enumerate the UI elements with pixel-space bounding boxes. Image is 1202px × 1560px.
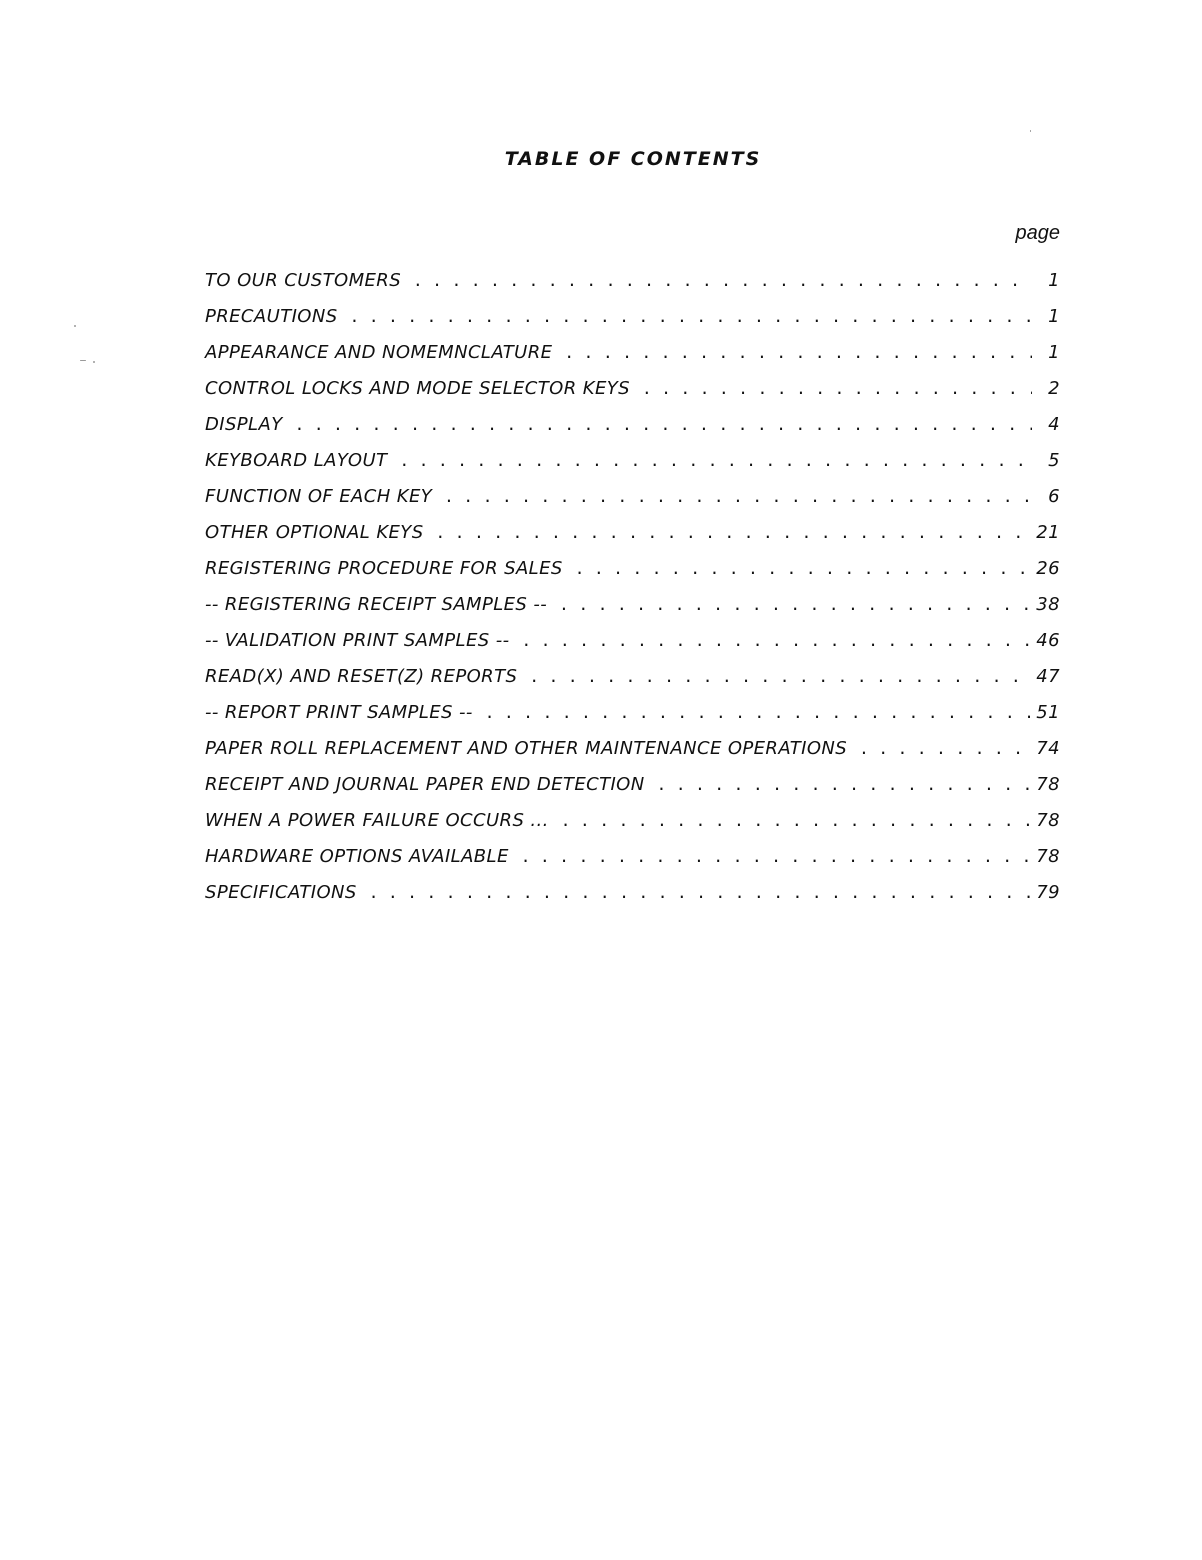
toc-entry-title: REGISTERING PROCEDURE FOR SALES bbox=[205, 558, 563, 579]
toc-entry-page: 38 bbox=[1036, 594, 1060, 615]
page-column-label: page bbox=[1015, 222, 1060, 244]
toc-entry bbox=[205, 594, 1060, 630]
table-of-contents bbox=[205, 270, 1060, 918]
toc-entry-page: 5 bbox=[1048, 450, 1060, 471]
toc-entry bbox=[205, 486, 1060, 522]
toc-dot-leader bbox=[350, 307, 1032, 326]
toc-dot-leader bbox=[522, 631, 1031, 650]
toc-entry bbox=[205, 522, 1060, 558]
toc-entry-title: PAPER ROLL REPLACEMENT AND OTHER MAINTENANCE OPERATIONS bbox=[205, 738, 848, 759]
toc-entry-page: 78 bbox=[1036, 774, 1060, 795]
toc-entry bbox=[205, 810, 1060, 846]
toc-entry bbox=[205, 666, 1060, 702]
toc-entry-page: 74 bbox=[1036, 738, 1060, 759]
toc-entry-page: 1 bbox=[1048, 270, 1060, 291]
scan-speck bbox=[1030, 130, 1031, 132]
toc-entry-page: 79 bbox=[1036, 882, 1060, 903]
toc-entry bbox=[205, 270, 1060, 306]
toc-dot-leader bbox=[561, 811, 1031, 830]
toc-entry-title: KEYBOARD LAYOUT bbox=[205, 450, 388, 471]
toc-dot-leader bbox=[436, 523, 1031, 542]
toc-entry-page: 2 bbox=[1048, 378, 1060, 399]
scan-speck bbox=[74, 325, 76, 327]
toc-dot-leader bbox=[575, 559, 1031, 578]
toc-dot-leader bbox=[413, 271, 1032, 290]
toc-entry-title: READ(X) AND RESET(Z) REPORTS bbox=[205, 666, 518, 687]
toc-entry-page: 46 bbox=[1036, 630, 1060, 651]
page-title: TABLE OF CONTENTS bbox=[504, 148, 762, 170]
toc-entry-title: DISPLAY bbox=[205, 414, 283, 435]
toc-entry-title: SPECIFICATIONS bbox=[205, 882, 357, 903]
toc-entry-title: -- REGISTERING RECEIPT SAMPLES -- bbox=[205, 594, 548, 615]
toc-dot-leader bbox=[657, 775, 1031, 794]
toc-dot-leader bbox=[485, 703, 1031, 722]
toc-entry-page: 26 bbox=[1036, 558, 1060, 579]
toc-entry bbox=[205, 414, 1060, 450]
toc-dot-leader bbox=[564, 343, 1032, 362]
toc-dot-leader bbox=[859, 739, 1030, 758]
toc-entry-page: 4 bbox=[1048, 414, 1060, 435]
toc-entry-page: 1 bbox=[1048, 306, 1060, 327]
toc-entry bbox=[205, 882, 1060, 918]
toc-entry-title: WHEN A POWER FAILURE OCCURS ... bbox=[205, 810, 549, 831]
toc-entry bbox=[205, 630, 1060, 666]
toc-entry bbox=[205, 558, 1060, 594]
toc-dot-leader bbox=[369, 883, 1031, 902]
toc-entry-page: 6 bbox=[1048, 486, 1060, 507]
toc-dot-leader bbox=[642, 379, 1032, 398]
toc-entry bbox=[205, 738, 1060, 774]
toc-entry-title: CONTROL LOCKS AND MODE SELECTOR KEYS bbox=[205, 378, 630, 399]
toc-entry-page: 1 bbox=[1048, 342, 1060, 363]
toc-entry-title: FUNCTION OF EACH KEY bbox=[205, 486, 433, 507]
toc-dot-leader bbox=[521, 847, 1031, 866]
toc-dot-leader bbox=[295, 415, 1032, 434]
toc-dot-leader bbox=[559, 595, 1030, 614]
toc-entry bbox=[205, 306, 1060, 342]
toc-entry-title: RECEIPT AND JOURNAL PAPER END DETECTION bbox=[205, 774, 645, 795]
toc-dot-leader bbox=[399, 451, 1032, 470]
toc-entry bbox=[205, 342, 1060, 378]
toc-entry-page: 78 bbox=[1036, 846, 1060, 867]
scan-speck bbox=[93, 361, 95, 363]
toc-entry bbox=[205, 774, 1060, 810]
toc-entry bbox=[205, 702, 1060, 738]
toc-entry-title: -- VALIDATION PRINT SAMPLES -- bbox=[205, 630, 510, 651]
toc-entry-page: 78 bbox=[1036, 810, 1060, 831]
toc-entry bbox=[205, 378, 1060, 414]
toc-entry-page: 51 bbox=[1036, 702, 1060, 723]
toc-entry-page: 47 bbox=[1036, 666, 1060, 687]
toc-entry-title: PRECAUTIONS bbox=[205, 306, 338, 327]
toc-entry-title: APPEARANCE AND NOMEMNCLATURE bbox=[205, 342, 553, 363]
toc-entry-title: OTHER OPTIONAL KEYS bbox=[205, 522, 424, 543]
toc-entry bbox=[205, 846, 1060, 882]
toc-entry-title: HARDWARE OPTIONS AVAILABLE bbox=[205, 846, 509, 867]
toc-dot-leader bbox=[529, 667, 1030, 686]
toc-entry-title: TO OUR CUSTOMERS bbox=[205, 270, 402, 291]
toc-entry-title: -- REPORT PRINT SAMPLES -- bbox=[205, 702, 473, 723]
toc-entry-page: 21 bbox=[1036, 522, 1060, 543]
toc-entry bbox=[205, 450, 1060, 486]
toc-dot-leader bbox=[444, 487, 1032, 506]
scan-speck bbox=[80, 360, 86, 361]
